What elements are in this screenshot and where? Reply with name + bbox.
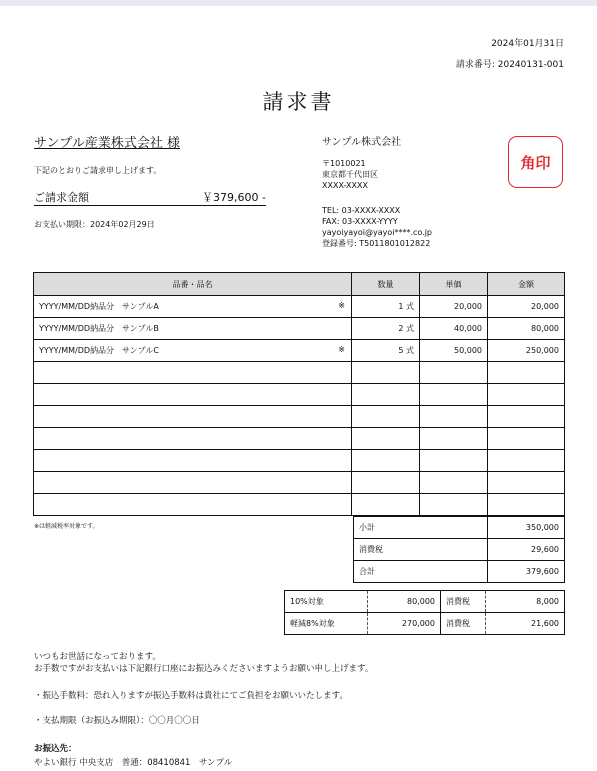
tax-breakdown-tax-label: 消費税: [441, 613, 486, 635]
item-amount: 20,000: [488, 296, 565, 318]
tax-breakdown-tax: 21,600: [486, 613, 565, 635]
tax-rate-label: 10%対象: [285, 591, 368, 613]
payment-due: お支払い期限：2024年02月29日: [34, 220, 155, 229]
reduced-tax-note: ※は軽減税率対象です。: [34, 523, 99, 530]
tax-breakdown-tax-label: 消費税: [441, 591, 486, 613]
empty-row: [34, 494, 565, 516]
payment-request-line: お手数ですがお支払いは下記銀行口座にお振込みくださいますようお願い申し上げます。: [34, 664, 374, 674]
tax-breakdown-tax: 8,000: [486, 591, 565, 613]
issuer-name: サンプル株式会社: [322, 137, 402, 148]
col-item-name: 品番・品名: [34, 273, 352, 296]
table-row: [34, 296, 565, 318]
subtotal-value: 350,000: [488, 517, 565, 539]
item-name-cell: [34, 296, 352, 318]
col-amount: 金額: [488, 273, 565, 296]
invoice-date: 2024年01月31日: [491, 39, 564, 49]
total-row: [354, 561, 565, 583]
item-unit-price: 40,000: [420, 318, 488, 340]
transfer-fee-note: ・振込手数料：恐れ入りますが振込手数料は貴社にてご負担をお願いいたします。: [34, 691, 348, 701]
tax-label: 消費税: [354, 539, 488, 561]
item-name-cell: [34, 340, 352, 362]
col-quantity: 数量: [352, 273, 420, 296]
company-seal-stamp: 角印: [508, 136, 563, 188]
total-label: 合計: [354, 561, 488, 583]
item-amount: 80,000: [488, 318, 565, 340]
tax-breakdown-row: [285, 613, 565, 635]
total-value: 379,600: [488, 561, 565, 583]
payment-deadline-note: ・支払期限（お振込み期限）：〇〇月〇〇日: [34, 716, 200, 726]
billing-amount-value: ￥379,600 -: [202, 191, 266, 204]
empty-row: [34, 450, 565, 472]
invoice-number: 請求番号: 20240131-001: [455, 60, 564, 70]
item-quantity: 1 式: [352, 296, 420, 318]
reduced-tax-mark: ※: [338, 301, 345, 310]
issuer-contact: TEL: 03-XXXX-XXXX FAX: 03-XXXX-YYYY yayoiyayoi@yayoi****.co.jp 登録番号: T5011801012822: [322, 206, 433, 248]
col-unit-price: 単価: [420, 273, 488, 296]
bank-label: お振込先：: [34, 744, 77, 754]
billing-amount-row: [34, 189, 266, 206]
greeting-line: いつもお世話になっております。: [34, 652, 161, 662]
table-row: [34, 318, 565, 340]
table-row: [34, 340, 565, 362]
client-name: サンプル産業株式会社 様: [34, 136, 180, 151]
bank-account: やよい銀行 中央支店 普通：08410841 サンプル: [34, 758, 233, 768]
totals-table: [353, 516, 565, 583]
billing-amount-label: ご請求金額: [34, 191, 89, 204]
item-name: YYYY/MM/DD納品分 サンプルA: [39, 302, 159, 311]
item-quantity: 5 式: [352, 340, 420, 362]
empty-row: [34, 428, 565, 450]
document-title: 請求書: [262, 90, 335, 114]
top-bar: [0, 0, 597, 6]
item-unit-price: 20,000: [420, 296, 488, 318]
empty-row: [34, 472, 565, 494]
taxable-amount: 80,000: [368, 591, 441, 613]
tax-row: [354, 539, 565, 561]
empty-row: [34, 362, 565, 384]
items-table: [33, 272, 565, 516]
reduced-tax-mark: ※: [338, 345, 345, 354]
tax-value: 29,600: [488, 539, 565, 561]
tax-rate-label: 軽減8%対象: [285, 613, 368, 635]
intro-text: 下記のとおりご請求申し上げます。: [34, 166, 162, 175]
items-header-row: [34, 273, 565, 296]
empty-row: [34, 406, 565, 428]
empty-row: [34, 384, 565, 406]
tax-breakdown-row: [285, 591, 565, 613]
issuer-address: 〒1010021 東京都千代田区 XXXX-XXXX: [322, 159, 378, 190]
item-name: YYYY/MM/DD納品分 サンプルB: [39, 324, 159, 333]
subtotal-label: 小計: [354, 517, 488, 539]
item-name: YYYY/MM/DD納品分 サンプルC: [39, 346, 159, 355]
item-amount: 250,000: [488, 340, 565, 362]
item-unit-price: 50,000: [420, 340, 488, 362]
tax-breakdown-table: [284, 590, 565, 635]
item-quantity: 2 式: [352, 318, 420, 340]
item-name-cell: [34, 318, 352, 340]
taxable-amount: 270,000: [368, 613, 441, 635]
subtotal-row: [354, 517, 565, 539]
